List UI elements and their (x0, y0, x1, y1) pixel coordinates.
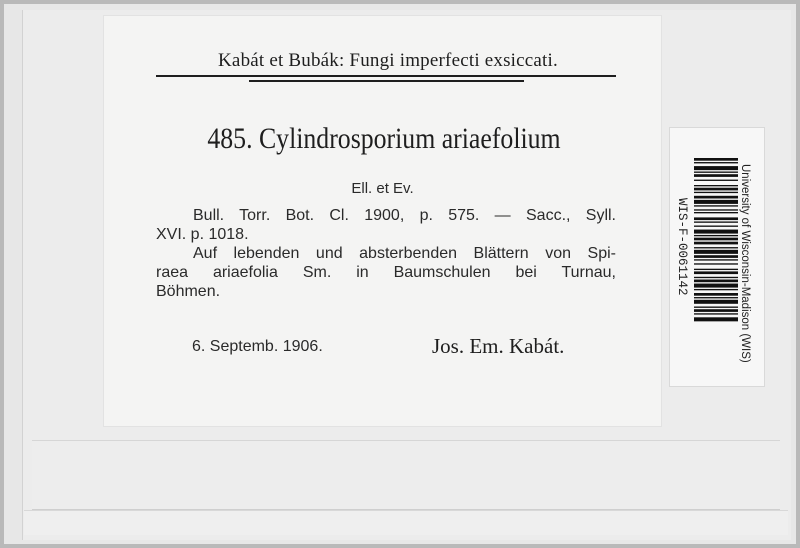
barcode-bar (694, 313, 738, 314)
barcode-bar (694, 263, 738, 264)
barcode-bar (694, 174, 738, 177)
barcode-bar (694, 185, 738, 186)
barcode-bar (694, 192, 738, 193)
citation-line: Bull. Torr. Bot. Cl. 1900, p. 575. — Sacc., Syll. (193, 207, 616, 224)
habitat-line: raea ariaefolia Sm. in Baumschulen bei Turnau, (156, 264, 616, 281)
barcode-bar (694, 255, 738, 258)
collector-name: Jos. Em. Kabát. (432, 334, 565, 358)
habitat-line: Auf lebenden und absterbenden Blättern von Spi- (193, 245, 616, 262)
barcode-bar (694, 307, 738, 308)
series-rule-top (156, 75, 616, 77)
barcode-bar (694, 271, 738, 274)
barcode-bar (694, 235, 738, 236)
barcode-bar (694, 226, 738, 227)
catalog-number: WIS-F-0061142 (675, 198, 689, 296)
barcode-bar (694, 188, 738, 191)
barcode-bar (694, 277, 738, 278)
barcode-bar (694, 209, 738, 210)
barcode-bar (694, 247, 738, 248)
barcode-bar (694, 300, 738, 304)
barcode-bar (694, 158, 738, 161)
packet-edge (32, 440, 780, 510)
species-name: Cylindrosporium ariaefolium (258, 122, 561, 155)
barcode-bar (694, 259, 738, 260)
citation-line: XVI. p. 1018. (156, 226, 249, 243)
barcode-bar (694, 166, 738, 170)
institution-text: University of Wisconsin-Madison (WIS) (739, 164, 751, 363)
barcode-bar (694, 309, 738, 312)
barcode-bar (694, 230, 738, 234)
barcode-bar (694, 293, 738, 296)
species-heading (143, 122, 625, 156)
collection-date: 6. Septemb. 1906. (192, 338, 323, 355)
barcode-bars (694, 158, 738, 321)
barcode-bar (694, 317, 738, 321)
barcode-bar (694, 180, 738, 181)
barcode-bar (694, 280, 738, 283)
barcode-bar (694, 289, 738, 290)
barcode-bar (694, 221, 738, 222)
barcode-bar (694, 212, 738, 213)
barcode-bar (694, 242, 738, 245)
label-body (156, 206, 616, 301)
specimen-label (104, 16, 661, 426)
barcode-label (670, 128, 764, 386)
barcode-bar (694, 196, 738, 199)
barcode-bar (694, 172, 738, 173)
barcode-bar (694, 162, 738, 163)
series-rule-bottom (249, 80, 524, 82)
barcode-bar (694, 200, 738, 204)
barcode-bar (694, 250, 738, 254)
species-authority: Ell. et Ev. (351, 180, 414, 197)
barcode-bar (694, 205, 738, 206)
barcode-bar (694, 269, 738, 270)
barcode-bar (694, 217, 738, 220)
barcode-bar (694, 284, 738, 288)
packet-edge-lower (24, 510, 788, 535)
barcode-bar (694, 297, 738, 298)
barcode-graphic (670, 128, 764, 386)
barcode-bar (694, 238, 738, 241)
series-title: Kabát et Bubák: Fungi imperfecti exsiccati. (218, 50, 558, 71)
exsiccata-number: 485. (207, 122, 253, 155)
habitat-line: Böhmen. (156, 283, 221, 300)
